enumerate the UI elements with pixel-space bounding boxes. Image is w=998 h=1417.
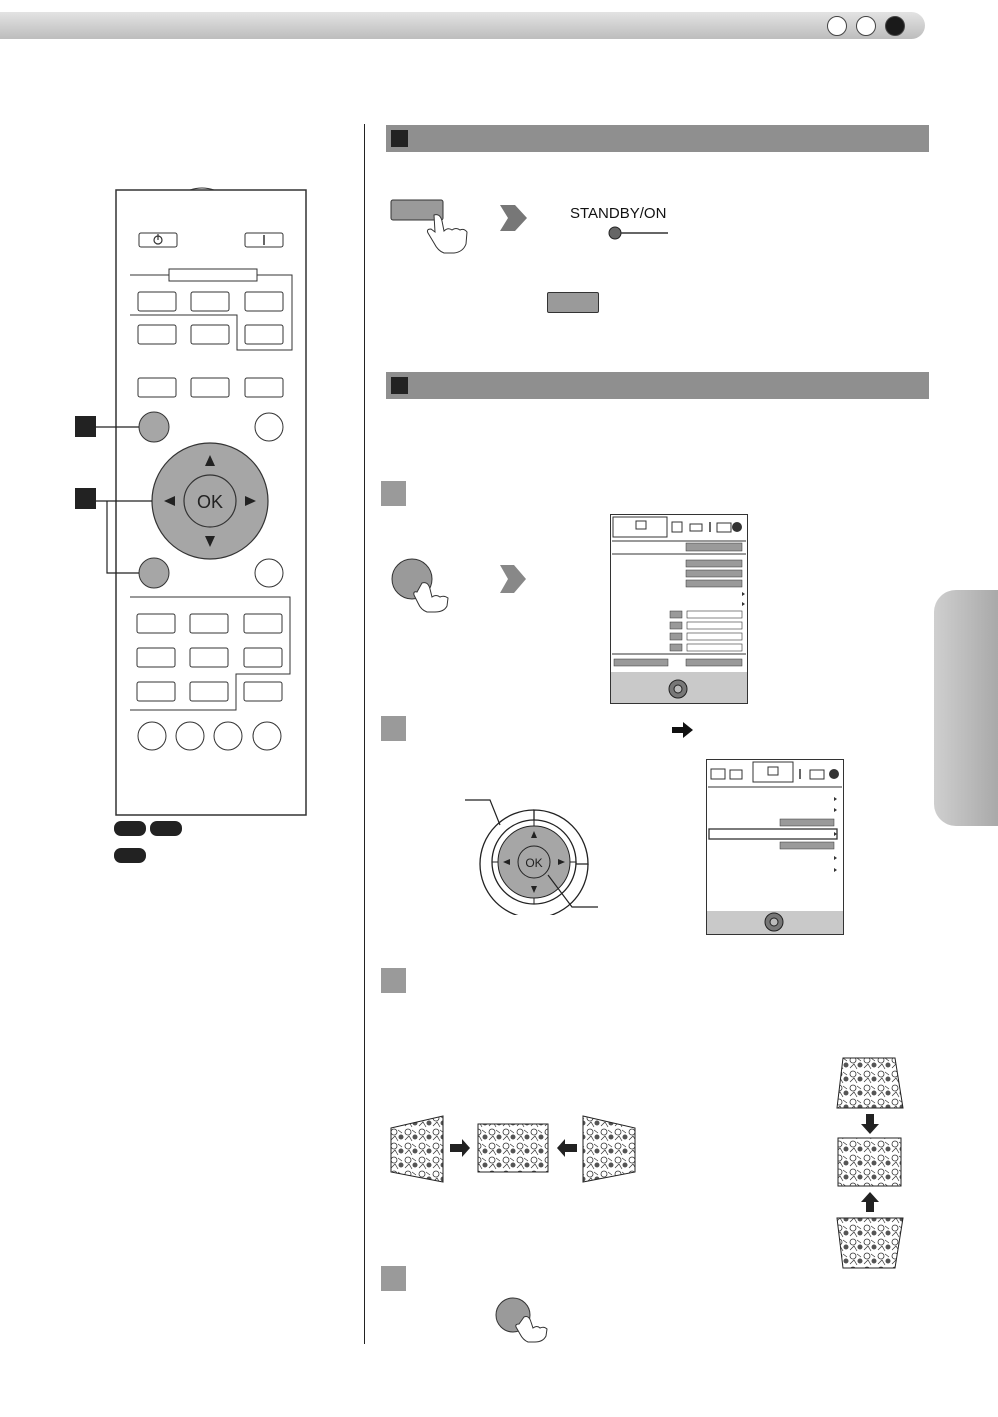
osd-menu-screenshot-2 [706, 759, 844, 935]
step-marker-2 [381, 716, 406, 741]
standby-indicator-led [609, 227, 621, 239]
status-dot-3 [885, 16, 905, 36]
standby-illustration [390, 195, 680, 255]
callout-marker-1 [75, 416, 96, 437]
step-marker-4 [381, 1266, 406, 1291]
model-badge-2 [150, 821, 182, 836]
picture-button-8[interactable] [190, 682, 228, 701]
arrow-right-icon [450, 1139, 470, 1157]
keystone-top-image [837, 1058, 903, 1108]
back-button[interactable] [139, 558, 169, 588]
function-button-2[interactable] [191, 378, 229, 397]
arrow-right-icon [500, 565, 526, 593]
picture-button-1[interactable] [137, 614, 175, 633]
picture-button-3[interactable] [244, 614, 282, 633]
input-button-1[interactable] [138, 292, 176, 311]
round-button-3[interactable] [214, 722, 242, 750]
round-button-1[interactable] [138, 722, 166, 750]
input-button-6[interactable] [245, 325, 283, 344]
menu-key-inline [547, 292, 599, 313]
status-dot-2 [856, 16, 876, 36]
input-button-2[interactable] [191, 292, 229, 311]
press-back-illustration [494, 1295, 564, 1345]
keystone-bottom-image [837, 1218, 903, 1268]
navigation-pad-diagram [460, 795, 600, 915]
chapter-side-tab[interactable] [934, 590, 998, 826]
section-header-2 [386, 372, 929, 399]
picture-button-6[interactable] [244, 648, 282, 667]
picture-button-5[interactable] [190, 648, 228, 667]
remote-control-illustration [70, 185, 310, 870]
step-marker-1 [381, 481, 406, 506]
vertical-keystone-illustration [835, 1056, 905, 1271]
hide-button[interactable] [255, 559, 283, 587]
osd-menu-screenshot-1 [610, 514, 748, 704]
arrow-right-icon [500, 205, 527, 231]
callout-marker-2 [75, 488, 96, 509]
model-badge-1 [114, 821, 146, 836]
model-badge-3 [114, 848, 146, 863]
corrected-image [478, 1124, 548, 1172]
status-dot-1 [827, 16, 847, 36]
standby-label: STANDBY/ON [570, 205, 667, 222]
arrow-left-icon [557, 1139, 577, 1157]
picture-button-2[interactable] [190, 614, 228, 633]
info-button[interactable] [255, 413, 283, 441]
picture-button-4[interactable] [137, 648, 175, 667]
column-divider [364, 124, 365, 1344]
ok-label: OK [525, 856, 543, 870]
round-button-2[interactable] [176, 722, 204, 750]
picture-button-9[interactable] [244, 682, 282, 701]
ok-label: OK [196, 492, 224, 512]
corrected-image-vertical [838, 1138, 901, 1186]
keystone-left-image [391, 1116, 443, 1182]
arrow-up-icon [861, 1192, 879, 1212]
page-header-bar [0, 12, 925, 39]
press-menu-illustration [390, 553, 540, 613]
function-button-3[interactable] [245, 378, 283, 397]
section-header-1 [386, 125, 929, 152]
function-button-1[interactable] [138, 378, 176, 397]
menu-button[interactable] [139, 412, 169, 442]
keystone-right-image [583, 1116, 635, 1182]
input-button-3[interactable] [245, 292, 283, 311]
step-marker-3 [381, 968, 406, 993]
picture-button-7[interactable] [137, 682, 175, 701]
input-button-4[interactable] [138, 325, 176, 344]
arrow-right-icon [672, 722, 694, 738]
input-button-5[interactable] [191, 325, 229, 344]
arrow-down-icon [861, 1114, 879, 1134]
round-button-4[interactable] [253, 722, 281, 750]
horizontal-keystone-illustration [390, 1114, 636, 1184]
